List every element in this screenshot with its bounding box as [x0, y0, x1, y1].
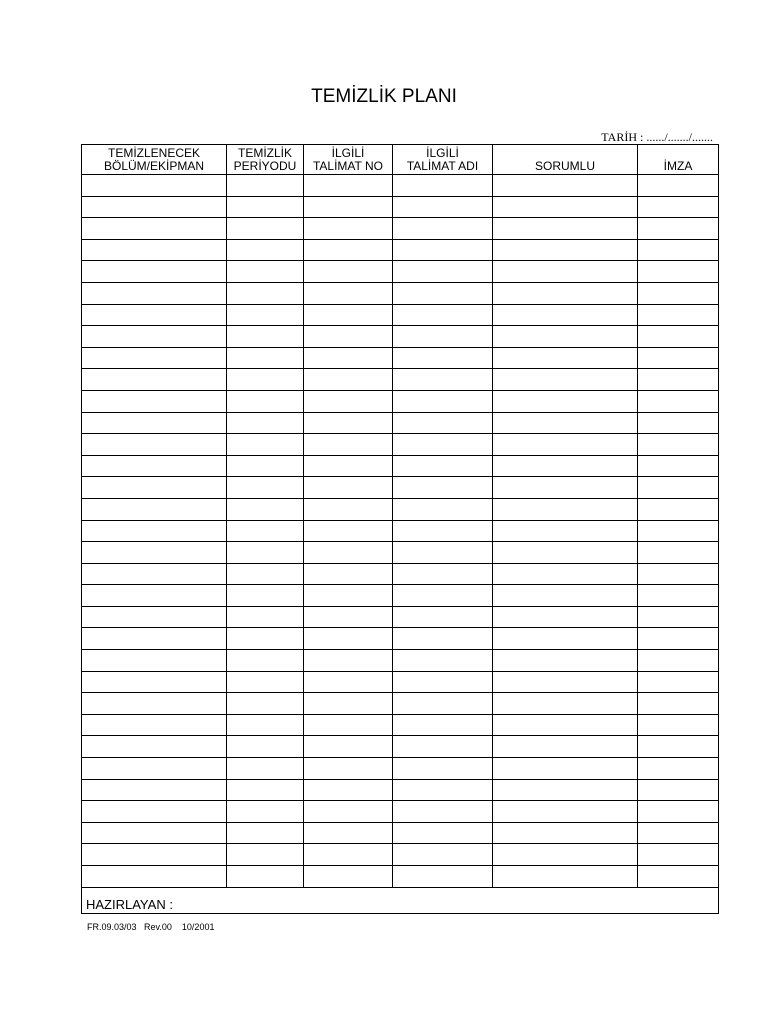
table-cell[interactable] [227, 477, 304, 499]
table-cell[interactable] [82, 542, 227, 564]
table-row [82, 477, 719, 499]
table-cell[interactable] [304, 477, 393, 499]
table-cell[interactable] [304, 520, 393, 542]
table-cell[interactable] [393, 650, 493, 672]
column-header-line: TALİMAT NO [312, 159, 383, 173]
table-cell[interactable] [638, 412, 719, 434]
table-row [82, 218, 719, 240]
table-cell[interactable] [638, 801, 719, 823]
table-cell[interactable] [227, 347, 304, 369]
table-cell[interactable] [227, 520, 304, 542]
table-row [82, 866, 719, 888]
table-cell[interactable] [393, 369, 493, 391]
table-cell[interactable] [82, 434, 227, 456]
table-row [82, 520, 719, 542]
table-cell[interactable] [638, 693, 719, 715]
table-cell[interactable] [227, 455, 304, 477]
table-cell[interactable] [393, 714, 493, 736]
table-cell[interactable] [638, 347, 719, 369]
table-cell[interactable] [493, 347, 638, 369]
table-cell[interactable] [493, 412, 638, 434]
table-cell[interactable] [82, 585, 227, 607]
table-cell[interactable] [304, 412, 393, 434]
table-cell[interactable] [393, 390, 493, 412]
table-cell[interactable] [304, 455, 393, 477]
table-cell[interactable] [393, 412, 493, 434]
table-cell[interactable] [638, 844, 719, 866]
table-cell[interactable] [304, 542, 393, 564]
table-cell[interactable] [227, 736, 304, 758]
table-cell[interactable] [304, 369, 393, 391]
table-cell[interactable] [227, 412, 304, 434]
table-cell[interactable] [82, 239, 227, 261]
table-cell[interactable] [393, 455, 493, 477]
table-cell[interactable] [82, 606, 227, 628]
table-cell[interactable] [638, 239, 719, 261]
table-row [82, 585, 719, 607]
table-cell[interactable] [493, 779, 638, 801]
form-code-line [87, 922, 214, 933]
table-cell[interactable] [227, 822, 304, 844]
table-cell[interactable] [638, 736, 719, 758]
table-cell[interactable] [393, 347, 493, 369]
table-cell[interactable] [82, 758, 227, 780]
cleaning-plan-table [81, 144, 719, 914]
table-cell[interactable] [493, 758, 638, 780]
table-cell[interactable] [493, 650, 638, 672]
table-row [82, 282, 719, 304]
table-row [82, 844, 719, 866]
table-cell[interactable] [82, 671, 227, 693]
table-cell[interactable] [82, 326, 227, 348]
table-cell[interactable] [493, 239, 638, 261]
table-cell[interactable] [304, 304, 393, 326]
table-row [82, 606, 719, 628]
table-cell[interactable] [82, 628, 227, 650]
table-row [82, 498, 719, 520]
table-cell[interactable] [393, 822, 493, 844]
table-cell[interactable] [493, 304, 638, 326]
table-cell[interactable] [638, 585, 719, 607]
table-cell[interactable] [82, 196, 227, 218]
table-body [82, 175, 719, 888]
table-cell[interactable] [304, 714, 393, 736]
table-cell[interactable] [82, 369, 227, 391]
table-cell[interactable] [493, 326, 638, 348]
table-cell[interactable] [393, 218, 493, 240]
table-row [82, 758, 719, 780]
table-cell[interactable] [393, 844, 493, 866]
table-cell[interactable] [304, 498, 393, 520]
table-cell[interactable] [638, 196, 719, 218]
table-cell[interactable] [82, 714, 227, 736]
table-cell[interactable] [493, 282, 638, 304]
table-cell[interactable] [82, 390, 227, 412]
table-row [82, 542, 719, 564]
column-header-line: BÖLÜM/EKİPMAN [103, 159, 205, 173]
table-cell[interactable] [493, 369, 638, 391]
table-cell[interactable] [304, 650, 393, 672]
table-cell[interactable] [227, 498, 304, 520]
column-header-area-equipment [82, 145, 227, 175]
table-cell[interactable] [493, 801, 638, 823]
table-cell[interactable] [227, 542, 304, 564]
table-cell[interactable] [393, 563, 493, 585]
table-row [82, 326, 719, 348]
table-cell[interactable] [304, 347, 393, 369]
table-cell[interactable] [227, 304, 304, 326]
table-row [82, 650, 719, 672]
table-cell[interactable] [638, 304, 719, 326]
table-cell[interactable] [304, 801, 393, 823]
table-cell[interactable] [82, 520, 227, 542]
table-cell[interactable] [304, 261, 393, 283]
table-cell[interactable] [82, 455, 227, 477]
table-cell[interactable] [393, 282, 493, 304]
table-cell[interactable] [82, 304, 227, 326]
table-cell[interactable] [393, 477, 493, 499]
table-header-row [82, 145, 719, 175]
table-row [82, 196, 719, 218]
table-cell[interactable] [393, 434, 493, 456]
page-title: TEMİZLİK PLANI [311, 86, 457, 107]
table-cell[interactable] [227, 282, 304, 304]
table-cell[interactable] [227, 650, 304, 672]
table-cell[interactable] [493, 606, 638, 628]
table-cell[interactable] [638, 390, 719, 412]
table-cell[interactable] [493, 693, 638, 715]
table-cell[interactable] [638, 563, 719, 585]
table-cell[interactable] [82, 261, 227, 283]
table-cell[interactable] [393, 758, 493, 780]
table-cell[interactable] [393, 628, 493, 650]
table-cell[interactable] [227, 326, 304, 348]
table-cell[interactable] [82, 866, 227, 888]
table-cell[interactable] [638, 650, 719, 672]
table-cell[interactable] [393, 866, 493, 888]
table-cell[interactable] [393, 326, 493, 348]
column-header-instruction-no [304, 145, 393, 175]
table-cell[interactable] [493, 218, 638, 240]
table-cell[interactable] [304, 585, 393, 607]
table-cell[interactable] [493, 714, 638, 736]
table-cell[interactable] [82, 779, 227, 801]
table-cell[interactable] [304, 239, 393, 261]
table-row [82, 261, 719, 283]
table-cell[interactable] [493, 844, 638, 866]
table-cell[interactable] [638, 542, 719, 564]
table-row [82, 347, 719, 369]
table-cell[interactable] [82, 477, 227, 499]
table-cell[interactable] [493, 477, 638, 499]
table-cell[interactable] [227, 693, 304, 715]
table-cell[interactable] [304, 736, 393, 758]
column-header-line: İLGİLİ [331, 146, 365, 160]
date-field-label: TARİH : ....../......./....... [601, 130, 713, 144]
table-cell[interactable] [393, 175, 493, 197]
column-header-line: TEMİZLİK [237, 146, 292, 160]
table-cell[interactable] [82, 693, 227, 715]
column-header-line: SORUMLU [534, 159, 595, 173]
table-cell[interactable] [82, 498, 227, 520]
column-header-line: TEMİZLENECEK [107, 146, 200, 160]
table-cell[interactable] [304, 628, 393, 650]
table-cell[interactable] [493, 822, 638, 844]
table-cell[interactable] [227, 714, 304, 736]
table-cell[interactable] [82, 844, 227, 866]
table-cell[interactable] [304, 822, 393, 844]
table-cell[interactable] [304, 282, 393, 304]
table-cell[interactable] [227, 801, 304, 823]
table-cell[interactable] [493, 520, 638, 542]
table-cell[interactable] [227, 239, 304, 261]
table-row [82, 563, 719, 585]
table-cell[interactable] [82, 822, 227, 844]
table-cell[interactable] [493, 390, 638, 412]
table-cell[interactable] [304, 434, 393, 456]
table-cell[interactable] [227, 758, 304, 780]
table-cell[interactable] [638, 326, 719, 348]
column-header-line: İMZA [663, 159, 693, 173]
column-header-cleaning-period [227, 145, 304, 175]
table-cell[interactable] [304, 196, 393, 218]
table-cell[interactable] [227, 390, 304, 412]
table-cell[interactable] [304, 693, 393, 715]
table-cell[interactable] [227, 369, 304, 391]
table-cell[interactable] [493, 866, 638, 888]
table-cell[interactable] [304, 175, 393, 197]
table-cell[interactable] [82, 736, 227, 758]
table-cell[interactable] [638, 498, 719, 520]
table-cell[interactable] [638, 606, 719, 628]
table-cell[interactable] [82, 563, 227, 585]
table-cell[interactable] [227, 585, 304, 607]
table-cell[interactable] [82, 175, 227, 197]
table-row [82, 369, 719, 391]
table-cell[interactable] [304, 606, 393, 628]
table-cell[interactable] [227, 261, 304, 283]
table-cell[interactable] [393, 801, 493, 823]
table-row [82, 304, 719, 326]
table-cell[interactable] [638, 175, 719, 197]
table-cell[interactable] [227, 671, 304, 693]
table-row [82, 736, 719, 758]
footer-row [82, 887, 719, 913]
form-date: 10/2001 [181, 922, 215, 932]
table-cell[interactable] [638, 628, 719, 650]
table-cell[interactable] [304, 671, 393, 693]
table-cell[interactable] [393, 304, 493, 326]
prepared-by-label: HAZIRLAYAN : [86, 896, 173, 912]
table-row [82, 239, 719, 261]
table-cell[interactable] [493, 671, 638, 693]
table-cell[interactable] [638, 477, 719, 499]
table-cell[interactable] [304, 390, 393, 412]
table-cell[interactable] [304, 563, 393, 585]
table-cell[interactable] [393, 693, 493, 715]
column-header-responsible [493, 145, 638, 175]
table-cell[interactable] [638, 369, 719, 391]
table-cell[interactable] [393, 671, 493, 693]
table-cell[interactable] [82, 218, 227, 240]
table-cell[interactable] [227, 218, 304, 240]
table-row [82, 412, 719, 434]
table-cell[interactable] [493, 563, 638, 585]
table-cell[interactable] [638, 434, 719, 456]
table-cell[interactable] [493, 196, 638, 218]
table-row [82, 822, 719, 844]
table-cell[interactable] [493, 628, 638, 650]
table-cell[interactable] [227, 196, 304, 218]
table-cell[interactable] [638, 282, 719, 304]
table-cell[interactable] [493, 261, 638, 283]
table-row [82, 175, 719, 197]
table-cell[interactable] [304, 779, 393, 801]
table-cell[interactable] [82, 801, 227, 823]
table-cell[interactable] [393, 520, 493, 542]
table-cell[interactable] [227, 175, 304, 197]
table-row [82, 801, 719, 823]
table-cell[interactable] [393, 239, 493, 261]
table-cell[interactable] [393, 606, 493, 628]
table-cell[interactable] [493, 455, 638, 477]
table-cell[interactable] [393, 585, 493, 607]
column-header-line: PERİYODU [233, 159, 297, 173]
form-revision: Rev.00 [144, 922, 172, 932]
table-cell[interactable] [393, 736, 493, 758]
table-cell[interactable] [82, 412, 227, 434]
table-cell[interactable] [227, 628, 304, 650]
table-cell[interactable] [227, 434, 304, 456]
table-cell[interactable] [493, 542, 638, 564]
table-cell[interactable] [393, 542, 493, 564]
table-cell[interactable] [82, 282, 227, 304]
table-cell[interactable] [304, 758, 393, 780]
column-header-line: İLGİLİ [426, 146, 459, 160]
table-cell[interactable] [227, 606, 304, 628]
table-cell[interactable] [304, 326, 393, 348]
table-row [82, 779, 719, 801]
table-cell[interactable] [227, 563, 304, 585]
table-cell[interactable] [393, 196, 493, 218]
table-cell[interactable] [393, 779, 493, 801]
table-cell[interactable] [638, 671, 719, 693]
table-cell[interactable] [493, 498, 638, 520]
table-row [82, 390, 719, 412]
table-cell[interactable] [304, 844, 393, 866]
prepared-by-cell[interactable] [82, 887, 719, 913]
column-header-line: TALİMAT ADI [406, 159, 479, 173]
table-cell[interactable] [493, 434, 638, 456]
table-cell[interactable] [393, 261, 493, 283]
table-row [82, 434, 719, 456]
table-cell[interactable] [638, 822, 719, 844]
table-row [82, 455, 719, 477]
table-cell[interactable] [638, 218, 719, 240]
table-cell[interactable] [227, 866, 304, 888]
table-cell[interactable] [227, 779, 304, 801]
column-header-instruction-name [393, 145, 493, 175]
table-cell[interactable] [638, 261, 719, 283]
table-cell[interactable] [638, 758, 719, 780]
table-cell[interactable] [393, 498, 493, 520]
table-cell[interactable] [82, 650, 227, 672]
table-row [82, 693, 719, 715]
table-cell[interactable] [493, 736, 638, 758]
table-cell[interactable] [227, 844, 304, 866]
table-cell[interactable] [638, 866, 719, 888]
table-cell[interactable] [638, 714, 719, 736]
table-cell[interactable] [82, 347, 227, 369]
table-cell[interactable] [304, 866, 393, 888]
table-row [82, 671, 719, 693]
form-code: FR.09.03/03 [87, 922, 137, 932]
table-cell[interactable] [493, 175, 638, 197]
table-cell[interactable] [638, 455, 719, 477]
table-cell[interactable] [638, 779, 719, 801]
column-header-signature [638, 145, 719, 175]
table-row [82, 714, 719, 736]
table-cell[interactable] [638, 520, 719, 542]
table-cell[interactable] [493, 585, 638, 607]
table-row [82, 628, 719, 650]
table-cell[interactable] [304, 218, 393, 240]
